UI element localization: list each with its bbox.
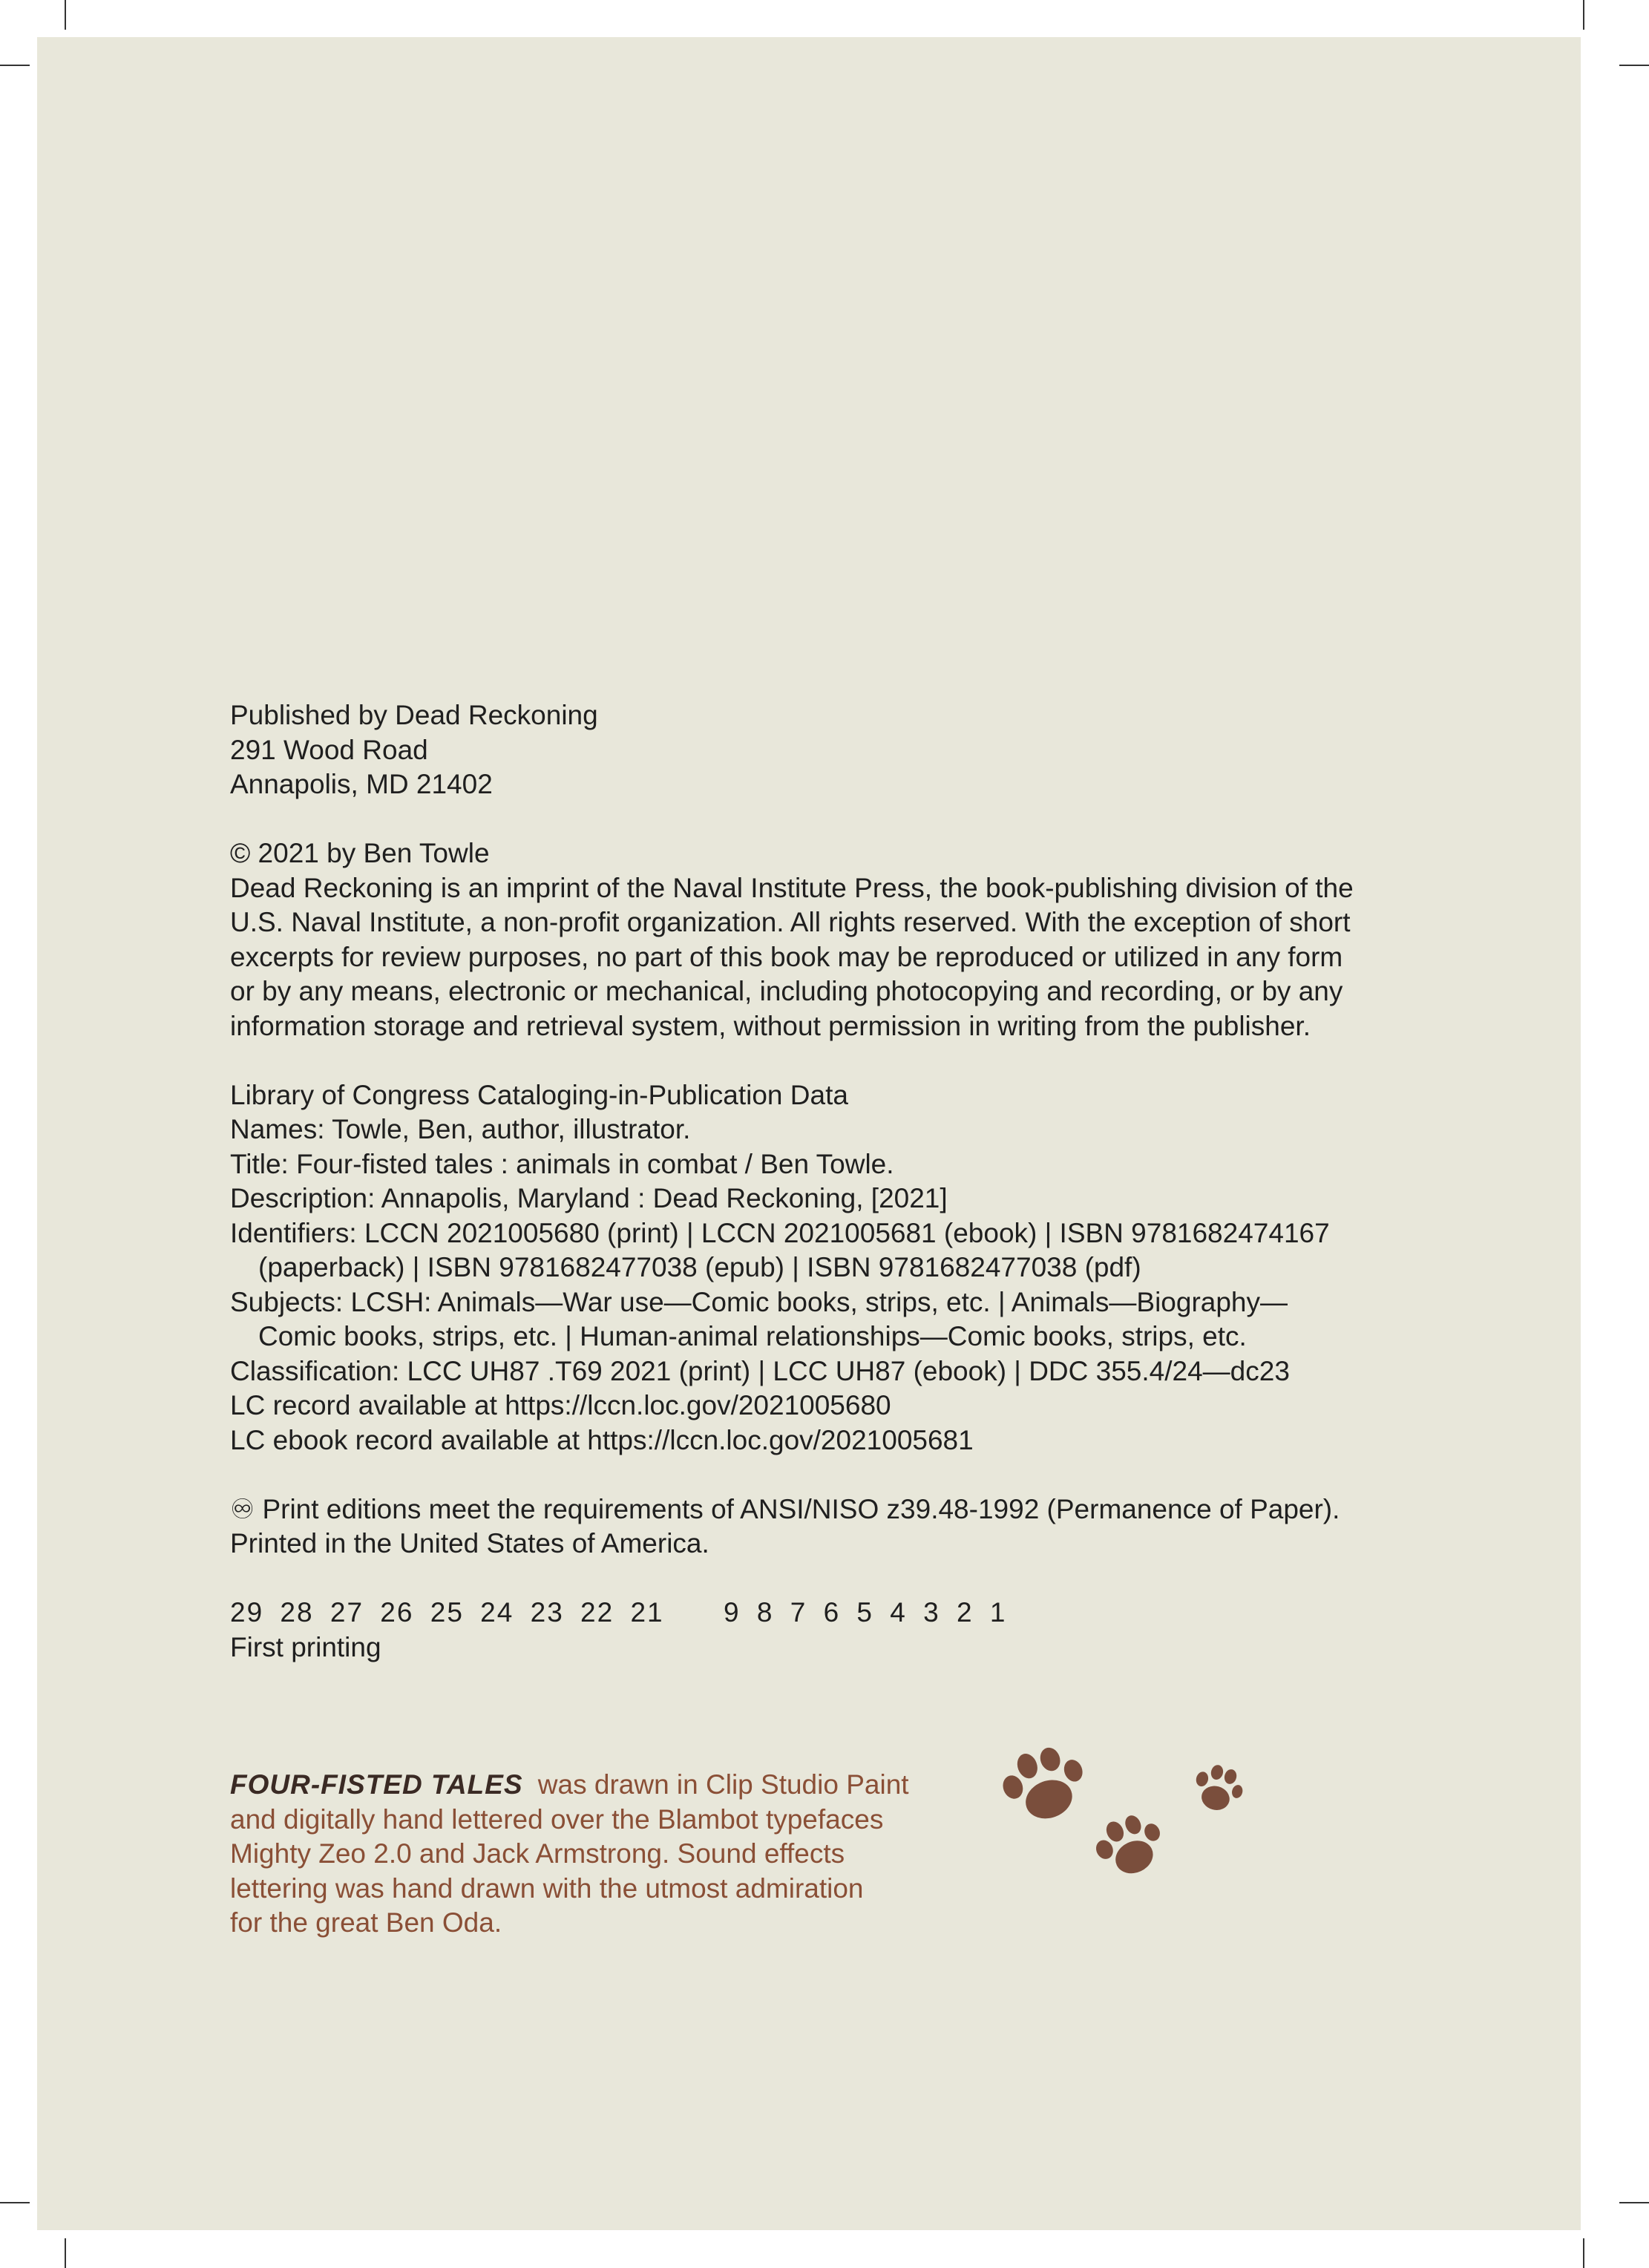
publisher-name: Published by Dead Reckoning [230, 700, 598, 730]
lc-ebook-record-link: LC ebook record available at https://lccn.loc.gov/2021005681 [230, 1424, 974, 1455]
cip-subjects-continued: Comic books, strips, etc. | Human-animal relationships—Comic books, strips, etc. [258, 1321, 1247, 1351]
rights-line: Dead Reckoning is an imprint of the Naval Institute Press, the book-publishing division of the [230, 872, 1354, 903]
crop-mark [1583, 2238, 1584, 2268]
colophon-text: and digitally hand lettered over the Blambot typefaces [230, 1803, 884, 1835]
colophon-text: lettering was hand drawn with the utmost admiration [230, 1872, 864, 1904]
copyright-notice: © 2021 by Ben Towle [230, 838, 490, 868]
rights-line: U.S. Naval Institute, a non-profit organization. All rights reserved. With the exception of short [230, 907, 1351, 937]
colophon [230, 1768, 928, 1941]
printing-years: 29 28 27 26 25 24 23 22 21 [230, 1597, 664, 1628]
cip-identifiers: Identifiers: LCCN 2021005680 (print) | LCCN 2021005681 (ebook) | ISBN 9781682474167 [230, 1217, 1330, 1248]
copyright-text-block [230, 698, 1417, 1665]
cip-title: Title: Four-fisted tales : animals in combat / Ben Towle. [230, 1148, 894, 1179]
printing-impressions: 9 8 7 6 5 4 3 2 1 [724, 1597, 1007, 1628]
rights-line: excerpts for review purposes, no part of this book may be reproduced or utilized in any form [230, 941, 1343, 972]
paw-icon [1190, 1760, 1248, 1816]
cip-names: Names: Towle, Ben, author, illustrator. [230, 1114, 691, 1144]
publisher-city: Annapolis, MD 21402 [230, 769, 493, 799]
paper-permanence-notice: ♾ Print editions meet the requirements of ANSI/NISO z39.48-1992 (Permanence of Paper). [230, 1493, 1340, 1524]
crop-mark [1619, 2202, 1649, 2203]
cip-heading: Library of Congress Cataloging-in-Publication Data [230, 1079, 848, 1110]
crop-mark [65, 0, 66, 30]
pawprints-icon [994, 1729, 1276, 1892]
colophon-text: was drawn in Clip Studio Paint [537, 1769, 909, 1800]
cip-identifiers-continued: (paperback) | ISBN 9781682477038 (epub) | ISBN 9781682477038 (pdf) [258, 1252, 1141, 1282]
crop-mark [1583, 0, 1584, 30]
crop-mark [0, 65, 30, 66]
colophon-text: Mighty Zeo 2.0 and Jack Armstrong. Sound effects [230, 1838, 845, 1869]
crop-mark [1619, 65, 1649, 66]
rights-line: or by any means, electronic or mechanical, including photocopying and recording, or by any [230, 976, 1343, 1006]
printing-line [230, 1596, 1417, 1630]
colophon-book-title: FOUR-FISTED TALES [230, 1769, 523, 1800]
cip-classification: Classification: LCC UH87 .T69 2021 (print) | LCC UH87 (ebook) | DDC 355.4/24—dc23 [230, 1355, 1290, 1386]
lc-record-link: LC record available at https://lccn.loc.gov/2021005680 [230, 1390, 891, 1420]
colophon-text: for the great Ben Oda. [230, 1907, 502, 1938]
cip-subjects: Subjects: LCSH: Animals—War use—Comic books, strips, etc. | Animals—Biography— [230, 1286, 1288, 1317]
cip-description: Description: Annapolis, Maryland : Dead Reckoning, [2021] [230, 1183, 948, 1213]
printing-label: First printing [230, 1631, 381, 1662]
crop-mark [0, 2202, 30, 2203]
printed-in: Printed in the United States of America. [230, 1528, 709, 1559]
rights-line: information storage and retrieval system, without permission in writing from the publisher. [230, 1010, 1311, 1041]
crop-mark [65, 2238, 66, 2268]
publisher-street: 291 Wood Road [230, 734, 428, 765]
paw-icon [994, 1737, 1095, 1830]
paw-icon [1088, 1805, 1172, 1884]
